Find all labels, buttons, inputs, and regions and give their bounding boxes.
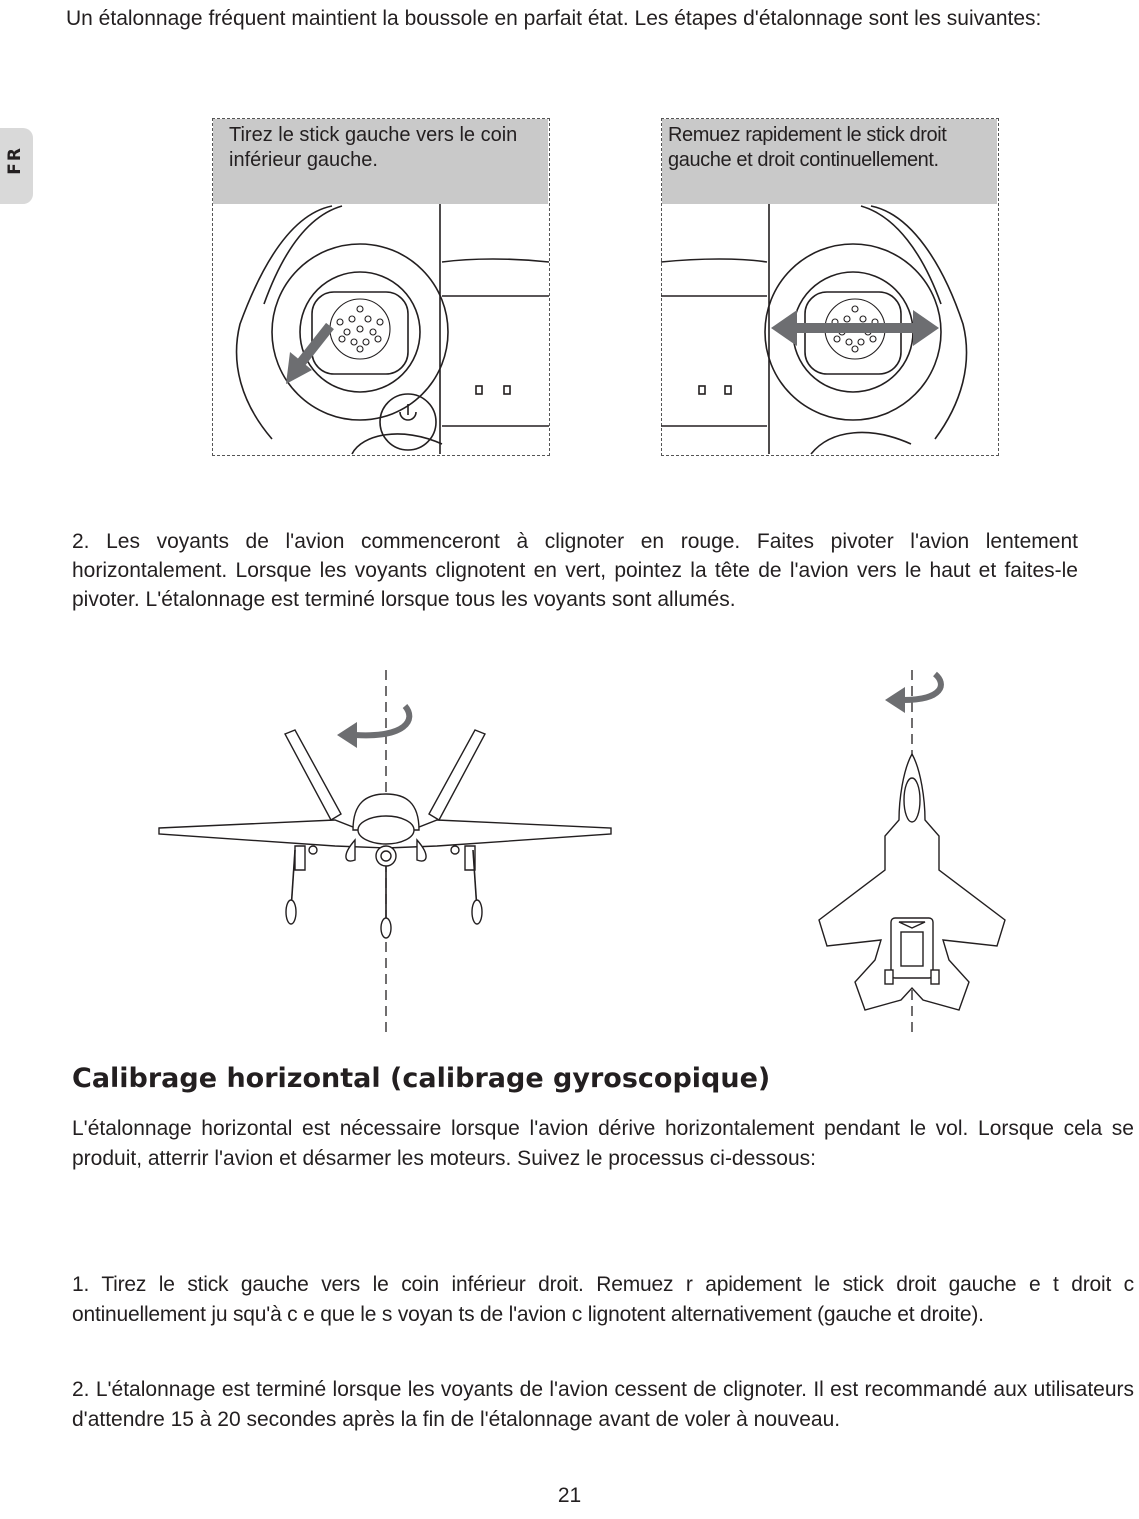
rotate-ccw-arrow-icon xyxy=(337,706,409,748)
aircraft-front-view xyxy=(155,670,615,1035)
page-number: 21 xyxy=(557,1484,582,1507)
step-2-paragraph: 2. Les voyants de l'avion commenceront à clignoter en rouge. Faites pivoter l'avion lentement horizontalement. Lorsque les voyants clignotent en vert, pointez la tête de l'avion vers le haut et faites-le pivoter. L'étalonnage est terminé lorsque tous les voyants sont allumés. xyxy=(72,530,1078,611)
right-controller-illustration xyxy=(661,204,998,454)
intro-paragraph: Un étalonnage fréquent maintient la boussole en parfait état. Les étapes d'étalonnage sont les suivantes: xyxy=(66,7,1042,30)
right-stick-caption: Remuez rapidement le stick droit gauche et droit continuellement. xyxy=(662,119,997,204)
down-left-arrow-icon xyxy=(286,326,330,384)
rotate-ccw-arrow-icon-top xyxy=(885,674,941,713)
power-icon xyxy=(400,404,416,420)
section-intro-paragraph: L'étalonnage horizontal est nécessaire lorsque l'avion dérive horizontalement pendant le vol. Lorsque cela se produit, atterrir l'avion et désarmer les moteurs. Suivez le processus ci-dessous: xyxy=(72,1117,1134,1170)
horizontal-step-2: 2. L'étalonnage est terminé lorsque les voyants de l'avion cessent de clignoter. Il est recommandé aux utilisateurs d'attendre 15 à 20 secondes après la fin de l'étalonnage avant de voler à nouveau. xyxy=(72,1378,1134,1431)
aircraft-top-view xyxy=(815,670,1015,1035)
section-heading: Calibrage horizontal (calibrage gyroscopique) xyxy=(72,1063,771,1094)
left-controller-illustration xyxy=(212,204,549,454)
language-tab-label: FR xyxy=(5,146,25,175)
horizontal-step-1: 1. Tirez le stick gauche vers le coin inférieur droit. Remuez r apidement le stick droit gauche e t droit c ontinuellement ju squ'à c e que le s voyan ts de l'avion c lignotent alternativement (gauche et droite). xyxy=(72,1273,1134,1326)
left-stick-caption: Tirez le stick gauche vers le coin inférieur gauche. xyxy=(213,119,548,204)
language-tab xyxy=(0,128,33,204)
